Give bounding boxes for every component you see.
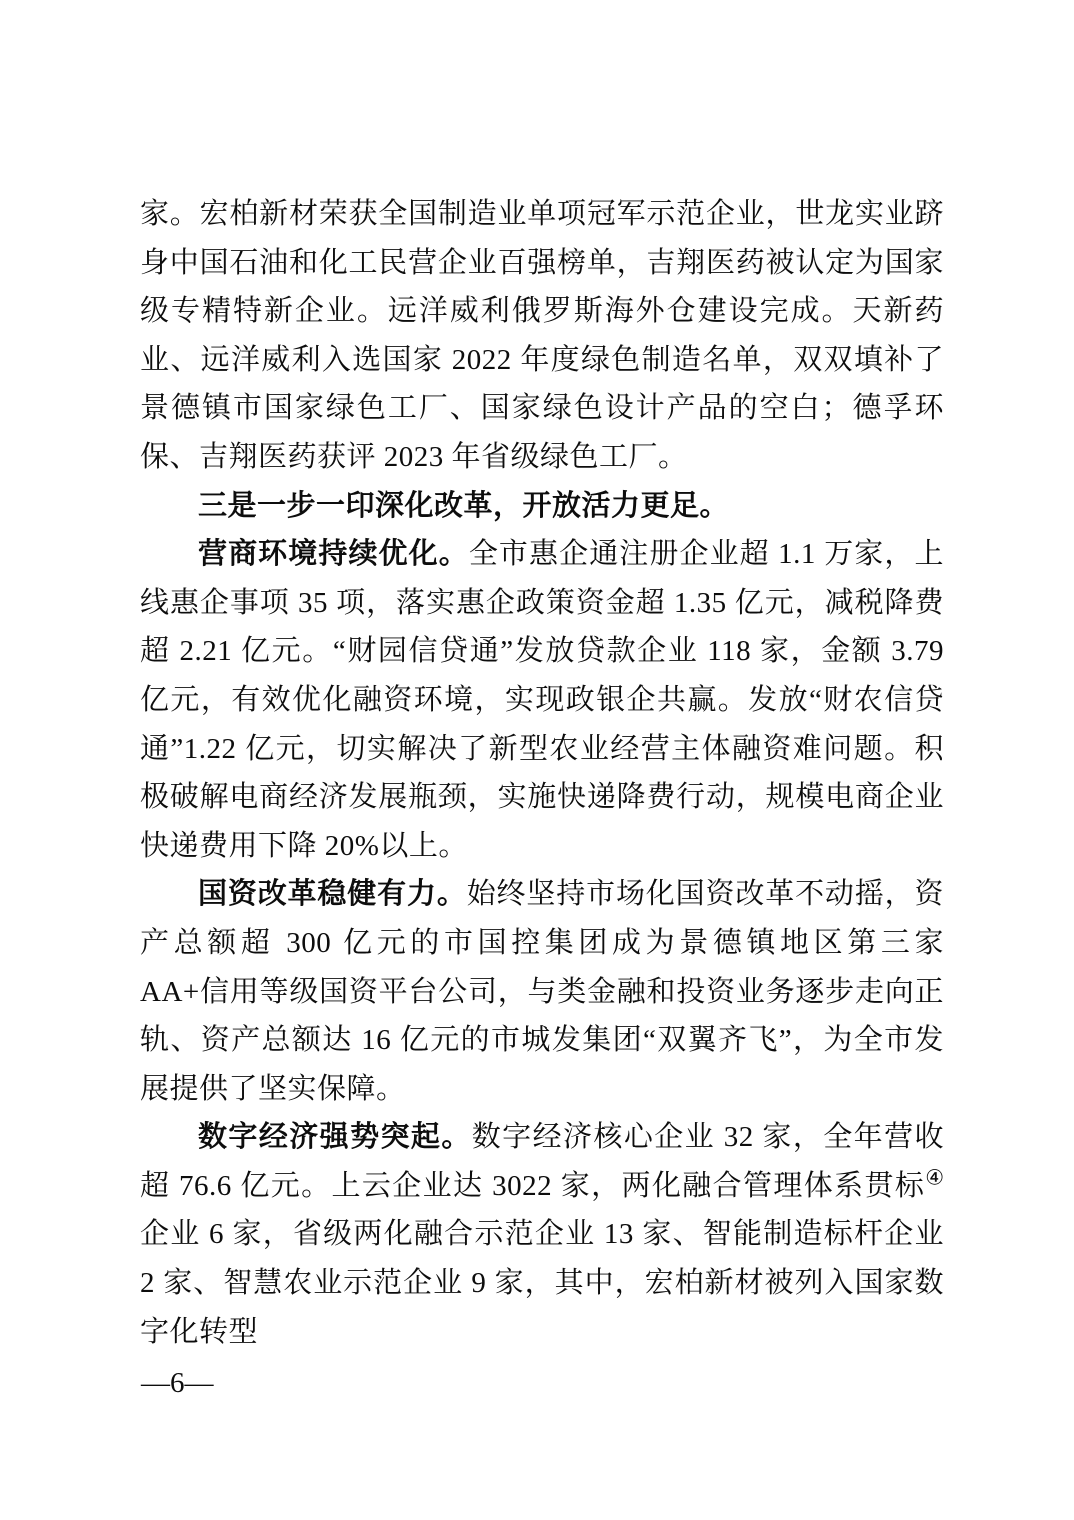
paragraph-continued-green-manufacturing bbox=[140, 190, 944, 482]
page-number: —6— bbox=[141, 1367, 214, 1399]
paragraph-lead-text: 数字经济强势突起。 bbox=[198, 1121, 472, 1154]
paragraph-text: 企业 6 家，省级两化融合示范企业 13 家、智能制造标杆企业 2 家、智慧农业示范企业 9 家，其中，宏柏新材被列入国家数字化转型 bbox=[140, 1218, 944, 1348]
paragraph-lead-text: 国资改革稳健有力。 bbox=[198, 878, 467, 911]
paragraph-business-environment bbox=[140, 530, 944, 870]
paragraph-state-asset-reform bbox=[140, 870, 944, 1113]
paragraph-text: 家。宏柏新材荣获全国制造业单项冠军示范企业，世龙实业跻身中国石油和化工民营企业百强榜单，吉翔医药被认定为国家级专精特新企业。远洋威利俄罗斯海外仓建设完成。天新药业、远洋威利入选国家 2022 年度绿色制造名单，双双填补了景德镇市国家绿色工厂、国家绿色设计产品的空白；德孚环保、吉翔医药获评 2023 年省级绿色工厂。 bbox=[140, 198, 944, 473]
paragraph-text: 数字经济核心企业 32 家，全年营收超 76.6 亿元。上云企业达 3022 家，两化融合管理体系贯标 bbox=[140, 1121, 944, 1202]
paragraph-text: 始终坚持市场化国资改革不动摇，资产总额超 300 亿元的市国控集团成为景德镇地区第三家 AA+信用等级国资平台公司，与类金融和投资业务逐步走向正轨、资产总额达 16 亿元的市城发集团“双翼齐飞”，为全市发展提供了坚实保障。 bbox=[140, 878, 944, 1105]
paragraph-text: 全市惠企通注册企业超 1.1 万家，上线惠企事项 35 项，落实惠企政策资金超 1.35 亿元，减税降费超 2.21 亿元。“财园信贷通”发放贷款企业 118 家，金额 3.79 亿元，有效优化融资环境，实现政银企共赢。发放“财农信贷通”1.22 亿元，切实解决了新型农业经营主体融资难问题。积极破解电商经济发展瓶颈，实施快递降费行动，规模电商企业快递费用下降 20%以上。 bbox=[140, 538, 944, 862]
page-body bbox=[140, 190, 944, 1356]
section-heading-reform-openness bbox=[140, 482, 944, 531]
paragraph-digital-economy bbox=[140, 1113, 944, 1356]
paragraph-lead-text: 营商环境持续优化。 bbox=[198, 538, 469, 571]
page-footer bbox=[141, 1366, 214, 1400]
section-heading-text: 三是一步一印深化改革，开放活力更足。 bbox=[198, 489, 730, 522]
footnote-marker-4: ④ bbox=[925, 1165, 944, 1190]
